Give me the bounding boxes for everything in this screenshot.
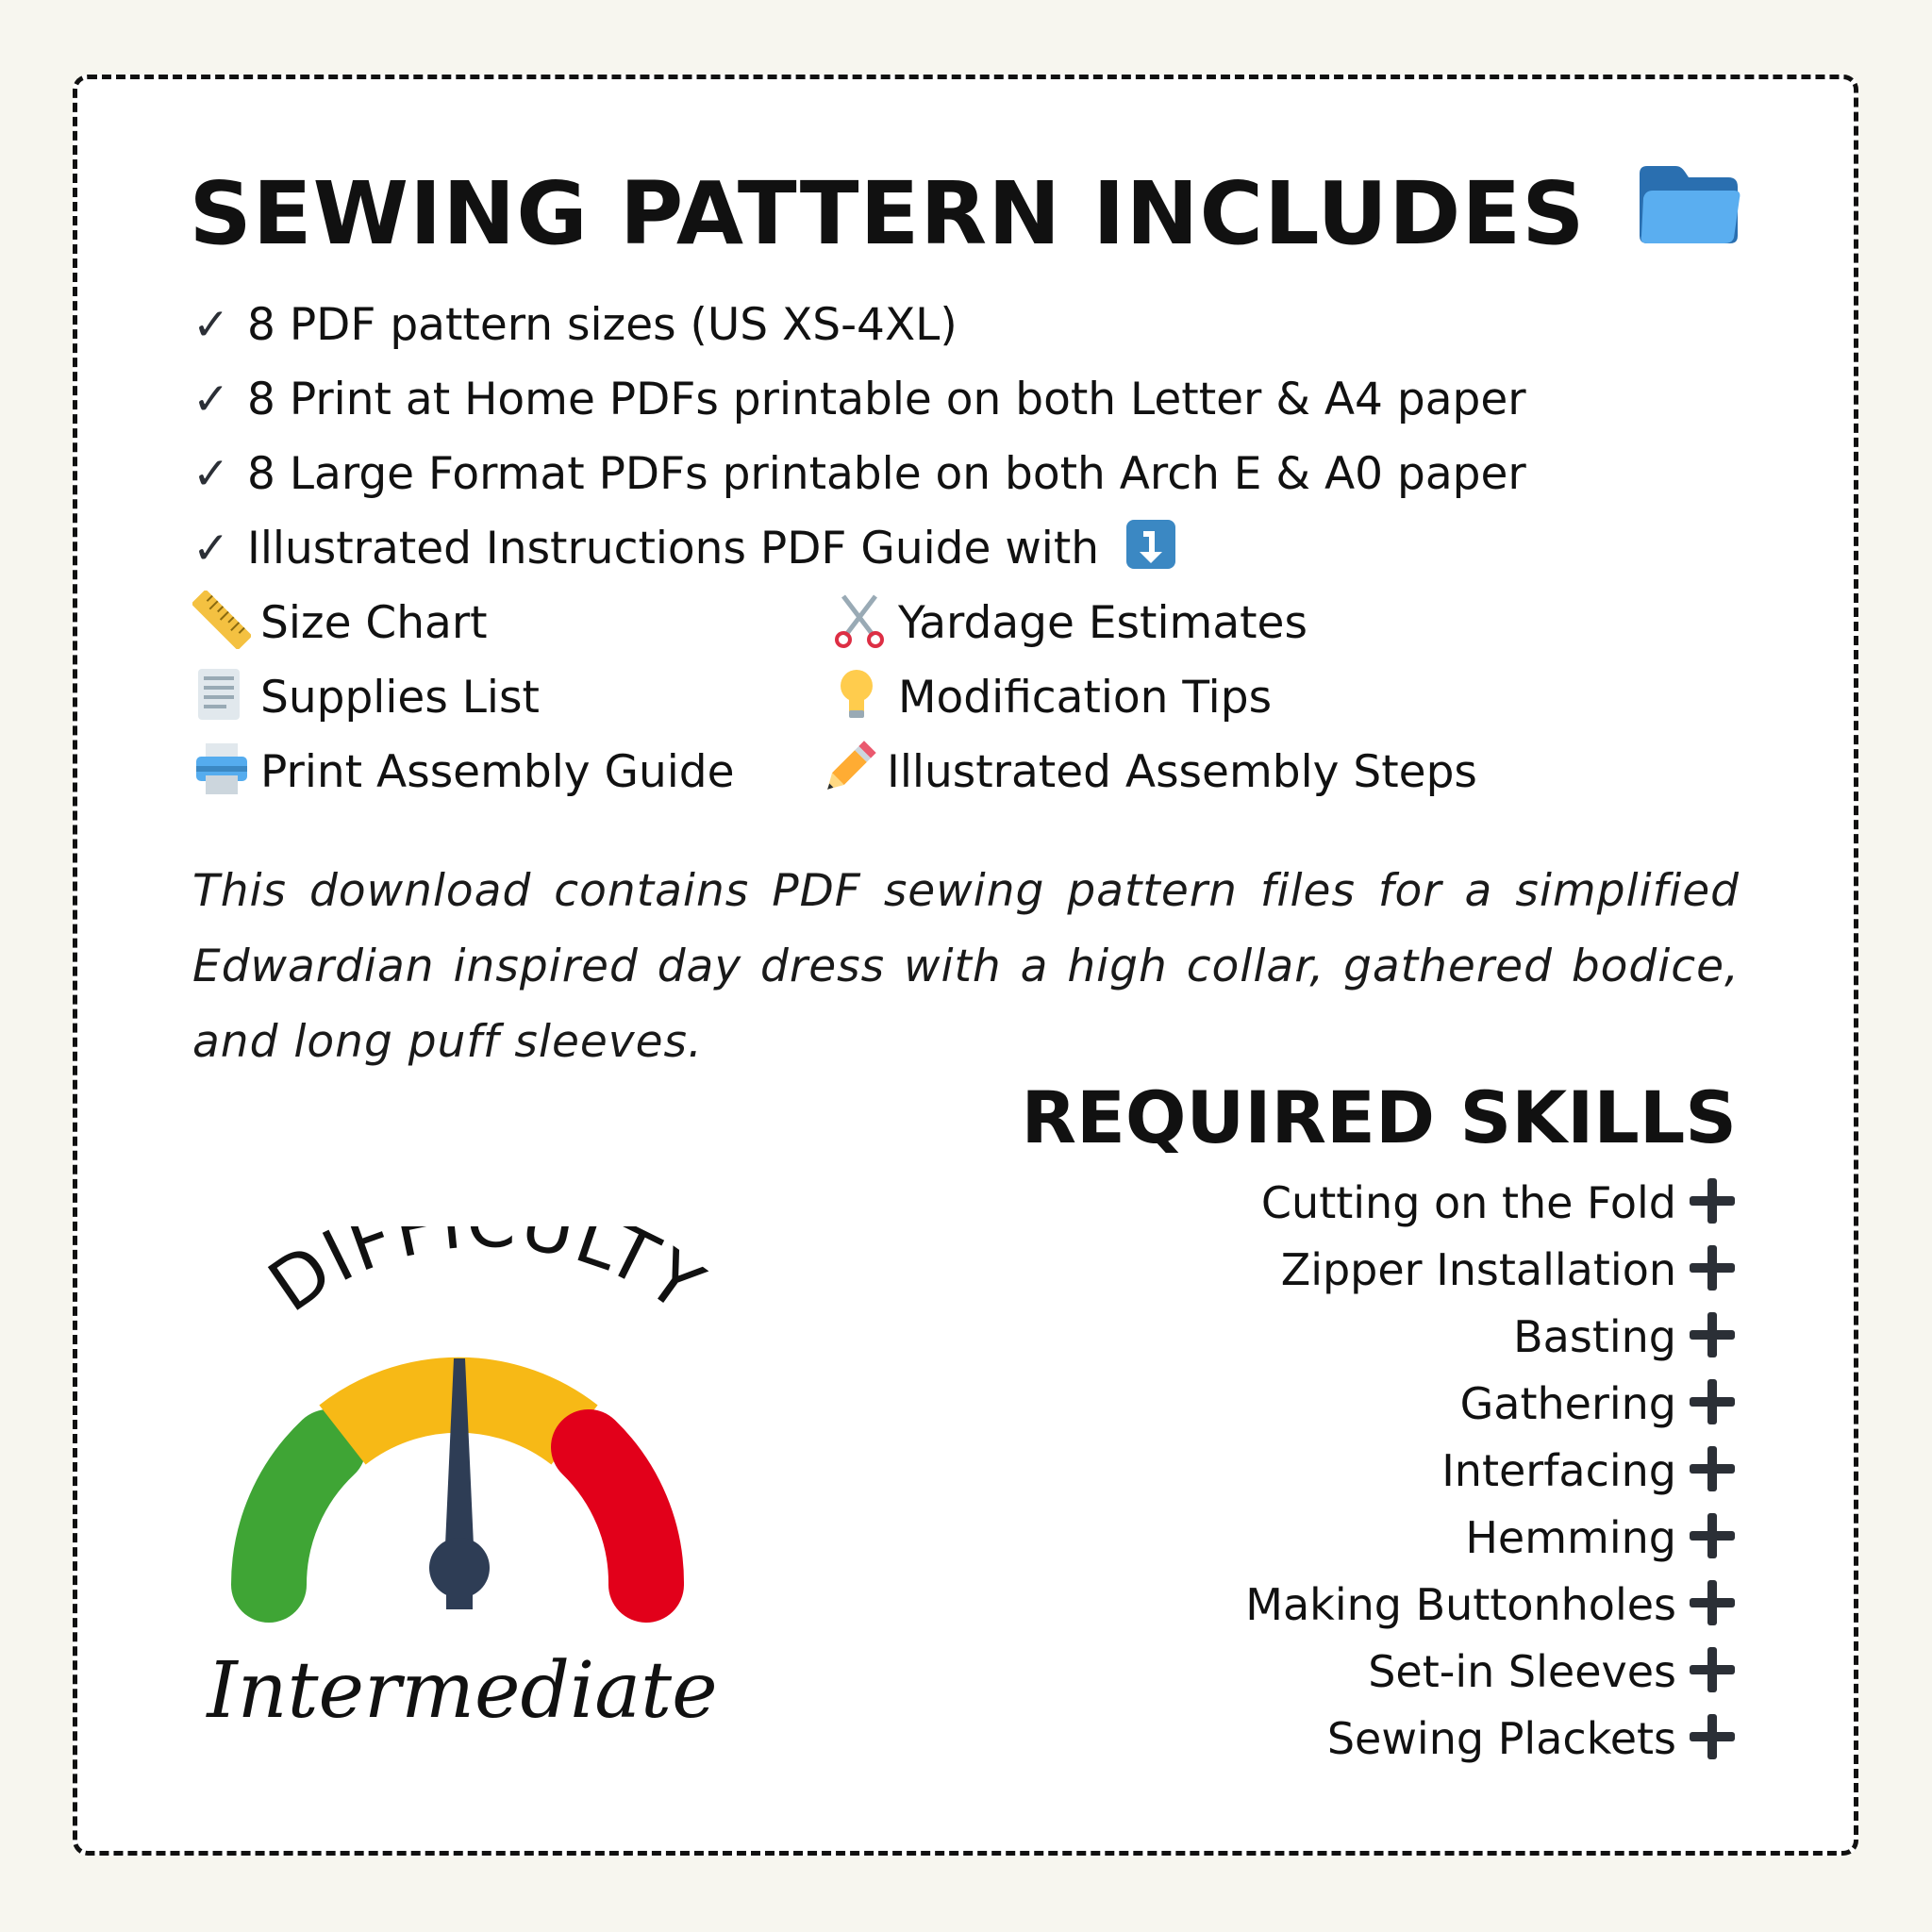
skill-item: Cutting on the Fold [1261,1170,1737,1236]
lightbulb-icon [830,665,898,722]
plus-icon [1688,1310,1737,1359]
skill-item: Making Buttonholes [1245,1572,1737,1638]
skill-item: Set-in Sleeves [1368,1639,1737,1705]
guide-item-size-chart: Size Chart [192,591,488,657]
check-icon: ✓ [192,523,230,575]
list-item: ✓ 8 PDF pattern sizes (US XS-4XL) [192,292,958,358]
gauge-hard-segment [589,1447,646,1585]
plus-icon [1688,1176,1737,1225]
document-icon [192,665,260,722]
plus-icon [1688,1578,1737,1627]
plus-icon [1688,1511,1737,1560]
skill-item: Hemming [1465,1505,1737,1571]
gauge-easy-segment [269,1447,328,1585]
plus-icon [1688,1377,1737,1426]
list-item: ✓ 8 Print at Home PDFs printable on both Letter & A4 paper [192,367,1526,433]
difficulty-label: DIFF ULTY [253,1226,720,1329]
skills-title: REQUIRED SKILLS [1021,1075,1737,1159]
plus-icon [1688,1645,1737,1694]
arrow-down-icon [1124,518,1177,590]
check-icon: ✓ [192,448,230,500]
title-text: SEWING PATTERN INCLUDES [189,163,1586,264]
guide-item-supplies: Supplies List [192,665,540,731]
skill-item: Interfacing [1441,1438,1737,1504]
skill-item: Basting [1513,1304,1737,1370]
guide-item-modification: Modification Tips [830,665,1272,731]
printer-icon [192,740,260,796]
scissors-icon [830,591,898,647]
difficulty-level: Intermediate [207,1646,718,1736]
plus-icon [1688,1243,1737,1292]
skill-item: Sewing Plackets [1327,1706,1737,1772]
check-icon: ✓ [192,374,230,425]
guide-item-yardage: Yardage Estimates [830,591,1307,657]
ruler-icon [192,591,260,647]
guide-item-print-assembly: Print Assembly Guide [192,740,735,806]
skill-item: Gathering [1460,1371,1737,1437]
pencil-icon [819,740,887,796]
check-icon: ✓ [192,299,230,351]
skill-item: Zipper Installation [1281,1237,1737,1303]
folder-icon [1634,160,1743,268]
plus-icon [1688,1712,1737,1761]
difficulty-gauge [193,1226,778,1758]
guide-item-illustrated-steps: Illustrated Assembly Steps [819,740,1477,806]
plus-icon [1688,1444,1737,1493]
list-item: ✓ Illustrated Instructions PDF Guide with [192,516,1177,582]
page-title [0,160,1932,268]
list-item: ✓ 8 Large Format PDFs printable on both Arch E & A0 paper [192,441,1526,508]
description: This download contains PDF sewing pattern files for a simplified Edwardian inspired day dress with a high collar, gathered bodice, and long puff sleeves. [192,865,1740,1068]
